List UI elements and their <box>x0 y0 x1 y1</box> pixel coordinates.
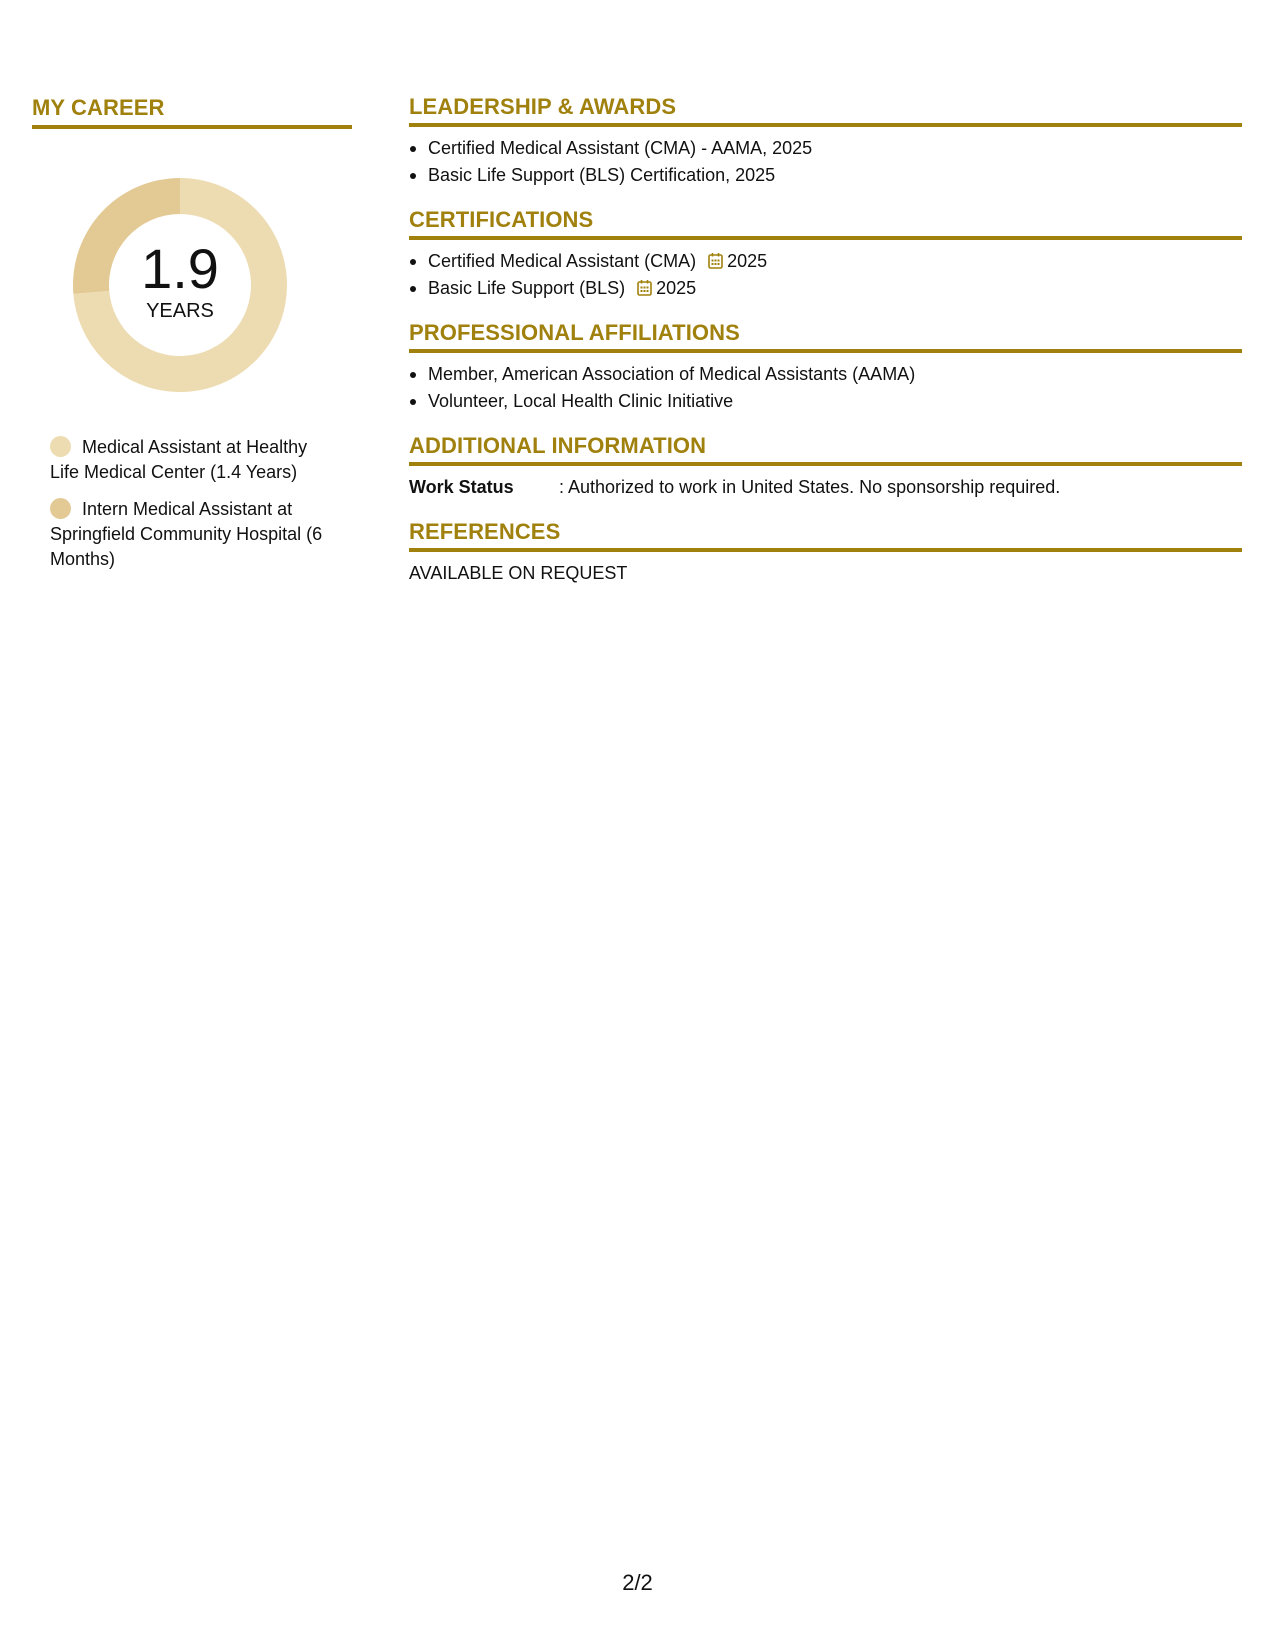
leadership-section <box>409 94 1242 189</box>
leadership-title-rule <box>409 123 1242 127</box>
career-title-rule <box>32 125 352 129</box>
certification-name: Certified Medical Assistant (CMA) <box>428 251 697 271</box>
leadership-list <box>409 135 1242 189</box>
career-donut-chart <box>66 171 294 399</box>
certification-year: 2025 <box>656 278 697 298</box>
total-years-unit: YEARS <box>146 300 214 322</box>
bullet-icon <box>410 173 416 179</box>
list-item <box>409 162 1242 189</box>
legend-label: Medical Assistant at Healthy Life Medical Center (1.4 Years) <box>50 437 308 482</box>
calendar-icon <box>708 252 723 269</box>
list-item <box>409 275 1242 302</box>
references-title: REFERENCES <box>409 519 561 544</box>
list-item-text: Certified Medical Assistant (CMA) - AAMA, 2025 <box>428 138 813 158</box>
legend-label: Intern Medical Assistant at Springfield Community Hospital (6 Months) <box>50 499 323 569</box>
list-item <box>409 361 1242 388</box>
affiliations-section <box>409 320 1242 415</box>
career-title: MY CAREER <box>32 95 165 120</box>
list-item-text: Basic Life Support (BLS) Certification, 2025 <box>428 165 776 185</box>
list-item <box>409 388 1242 415</box>
career-legend <box>50 435 340 572</box>
certifications-title-rule <box>409 236 1242 240</box>
total-years-value: 1.9 <box>141 237 219 300</box>
affiliations-title: PROFESSIONAL AFFILIATIONS <box>409 320 740 345</box>
additional-info-title: ADDITIONAL INFORMATION <box>409 433 707 458</box>
list-item <box>409 248 1242 275</box>
legend-dot-icon <box>50 498 71 519</box>
certifications-section <box>409 207 1242 302</box>
certification-name: Basic Life Support (BLS) <box>428 278 626 298</box>
references-section <box>409 519 1242 587</box>
bullet-icon <box>410 146 416 152</box>
legend-item <box>50 435 340 485</box>
leadership-title: LEADERSHIP & AWARDS <box>409 94 677 119</box>
list-item-text: Volunteer, Local Health Clinic Initiative <box>428 391 734 411</box>
additional-info-section <box>409 433 1242 501</box>
bullet-icon <box>410 286 416 292</box>
page-number: 2/2 <box>622 1570 653 1595</box>
calendar-icon <box>637 279 652 296</box>
work-status-row <box>409 474 1242 501</box>
legend-dot-icon <box>50 436 71 457</box>
work-status-value: : Authorized to work in United States. No sponsorship required. <box>559 477 1061 497</box>
details-column <box>409 94 1242 605</box>
bullet-icon <box>410 259 416 265</box>
references-title-rule <box>409 548 1242 552</box>
certifications-title: CERTIFICATIONS <box>409 207 594 232</box>
career-column <box>32 95 352 584</box>
bullet-icon <box>410 372 416 378</box>
work-status-label: Work Status <box>409 477 514 497</box>
additional-info-title-rule <box>409 462 1242 466</box>
affiliations-title-rule <box>409 349 1242 353</box>
list-item <box>409 135 1242 162</box>
certification-year: 2025 <box>727 251 768 271</box>
bullet-icon <box>410 399 416 405</box>
references-text: AVAILABLE ON REQUEST <box>409 563 628 583</box>
affiliations-list <box>409 361 1242 415</box>
list-item-text: Member, American Association of Medical Assistants (AAMA) <box>428 364 916 384</box>
certifications-list <box>409 248 1242 302</box>
legend-item <box>50 497 340 572</box>
donut-center <box>66 171 294 399</box>
